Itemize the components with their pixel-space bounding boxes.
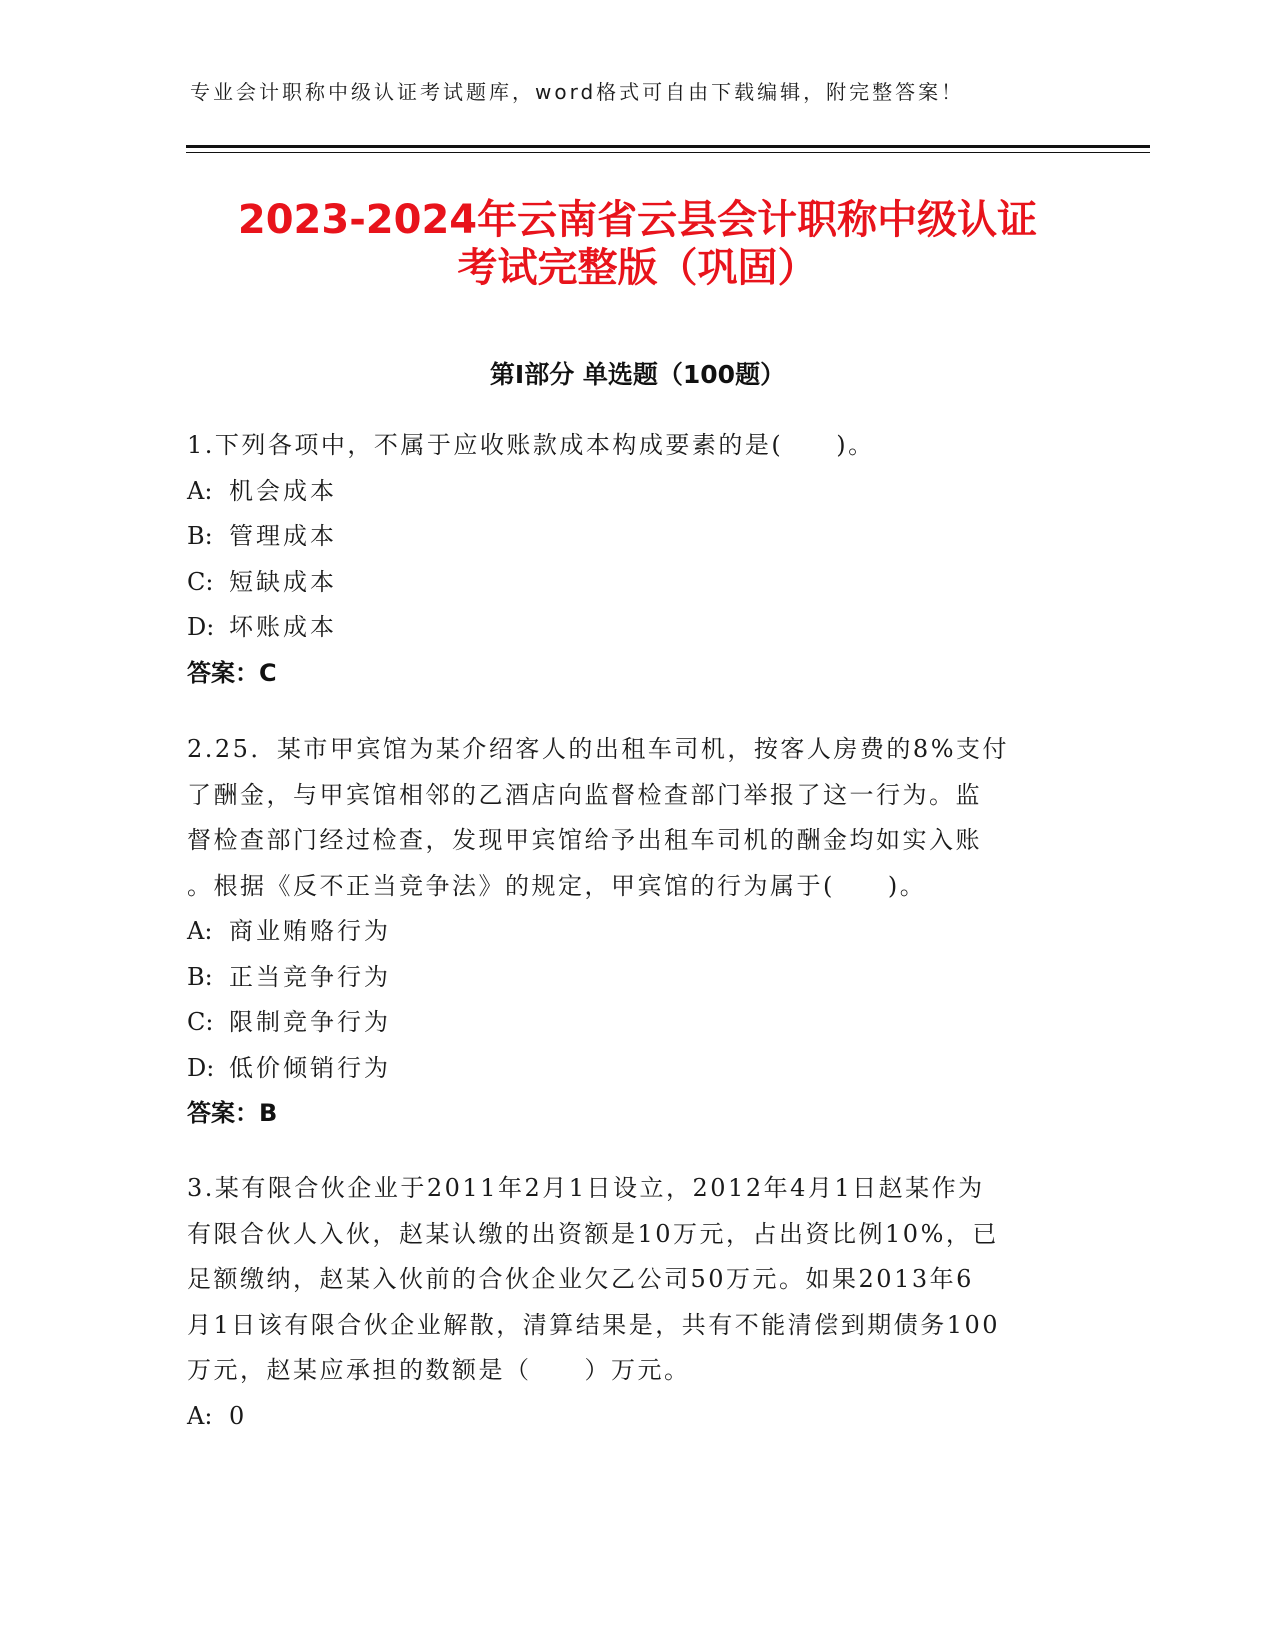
section-title: 第Ⅰ部分 单选题（100题）: [489, 360, 786, 389]
option-a: [187, 1394, 1087, 1440]
option-text: 机会成本: [229, 476, 337, 505]
option-text: 正当竞争行为: [229, 962, 391, 991]
option-letter: A:: [187, 917, 213, 945]
question-stem-line: 有限合伙人入伙，赵某认缴的出资额是10万元，占出资比例10%，已: [187, 1219, 999, 1248]
option-text: 管理成本: [229, 522, 337, 550]
answer-label: 答案：C: [187, 658, 277, 687]
option-c: [187, 560, 1087, 606]
option-letter: D:: [187, 613, 215, 641]
option-text: 商业贿赂行为: [229, 917, 391, 945]
option-letter: B:: [187, 522, 213, 550]
document-title-line-2: 考试完整版（巩固）: [457, 245, 818, 291]
option-letter: B:: [187, 962, 213, 991]
option-letter: C:: [187, 1008, 214, 1036]
option-text: 低价倾销行为: [229, 1053, 391, 1082]
option-b: [187, 514, 1087, 560]
option-b: [187, 955, 1087, 1001]
question-stem-line: 了酬金，与甲宾馆相邻的乙酒店向监督检查部门举报了这一行为。监: [187, 780, 982, 809]
option-text: 限制竞争行为: [229, 1008, 391, 1036]
option-text: 短缺成本: [229, 567, 337, 596]
question-stem-line: 督检查部门经过检查，发现甲宾馆给予出租车司机的酬金均如实入账: [187, 826, 982, 854]
answer-label: 答案：B: [187, 1099, 278, 1127]
question-stem-line: 3.某有限合伙企业于2011年2月1日设立，2012年4月1日赵某作为: [187, 1174, 985, 1202]
option-letter: A:: [187, 476, 213, 505]
question-2: [187, 727, 1087, 1137]
option-text: 0: [229, 1401, 248, 1430]
header-divider-thin: [186, 152, 1150, 153]
option-letter: C:: [187, 567, 214, 596]
page-header-text: 专业会计职称中级认证考试题库，word格式可自由下载编辑，附完整答案！: [190, 80, 965, 104]
question-3: [187, 1166, 1087, 1439]
document-title: [0, 196, 1275, 292]
option-letter: D:: [187, 1053, 215, 1082]
header-divider: [186, 145, 1150, 148]
option-letter: A:: [187, 1401, 213, 1430]
option-d: [187, 1046, 1087, 1092]
option-text: 坏账成本: [229, 613, 337, 641]
question-stem-line: 足额缴纳，赵某入伙前的合伙企业欠乙公司50万元。如果2013年6: [187, 1265, 974, 1293]
option-a: [187, 909, 1087, 955]
option-d: [187, 605, 1087, 651]
option-a: [187, 469, 1087, 515]
question-1: [187, 423, 1087, 696]
question-stem-line: 。根据《反不正当竞争法》的规定，甲宾馆的行为属于( )。: [187, 871, 927, 900]
question-stem-line: 月1日该有限合伙企业解散，清算结果是，共有不能清偿到期债务100: [187, 1310, 1001, 1339]
question-stem-line: 1.下列各项中，不属于应收账款成本构成要素的是( )。: [187, 431, 875, 459]
document-title-line-1: 2023-2024年云南省云县会计职称中级认证: [237, 197, 1038, 243]
question-stem-line: 2.25．某市甲宾馆为某介绍客人的出租车司机，按客人房费的8%支付: [187, 735, 1010, 763]
option-c: [187, 1000, 1087, 1046]
question-stem-line: 万元，赵某应承担的数额是（ ）万元。: [187, 1356, 691, 1384]
